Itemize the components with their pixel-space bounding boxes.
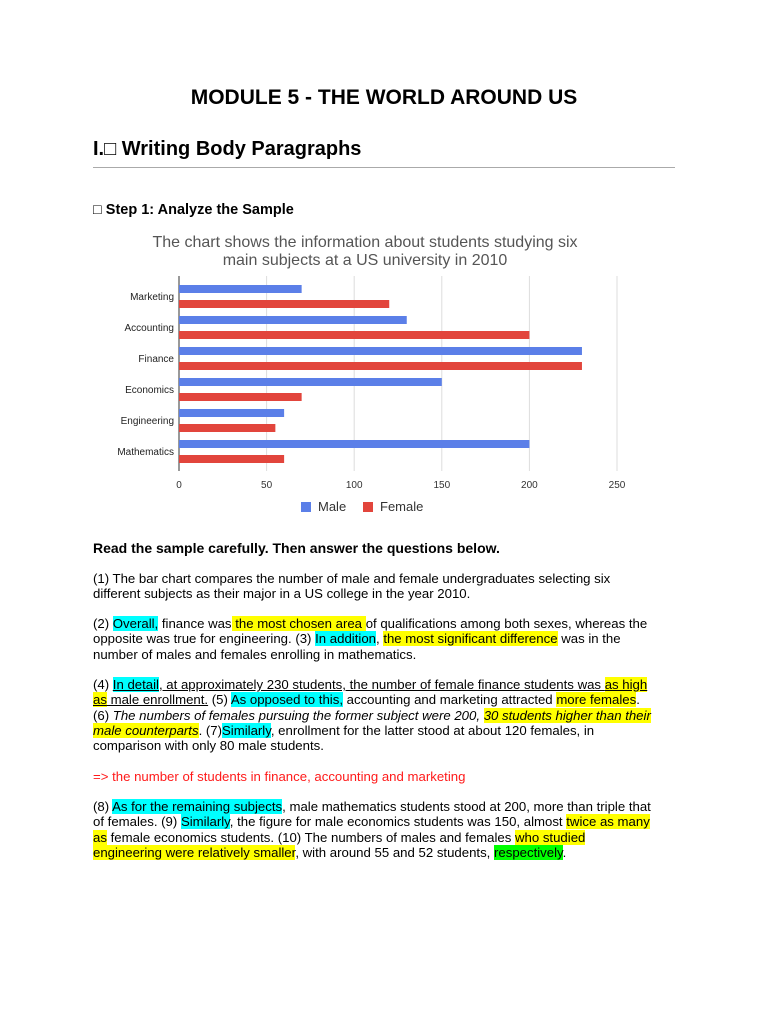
text-span: , male mathematics students stood at 200, more than triple that of females. (9): [93, 799, 651, 830]
text-span: . (6): [93, 692, 640, 723]
bar-male: [179, 440, 529, 448]
highlight: as high as: [93, 677, 648, 708]
underlined-text: male enrollment.: [106, 692, 209, 708]
page-title: MODULE 5 - THE WORLD AROUND US: [190, 86, 578, 109]
paragraph-1: (1) The bar chart compares the number of male and female undergraduates selecting six different subjects as their major in a US college in the year 2010.: [93, 571, 611, 602]
legend-label-female: Female: [380, 499, 424, 514]
bar-male: [179, 285, 302, 293]
underlined-text: , at approximately 230 students, the number of female finance students was: [158, 677, 605, 692]
note: => the number of students in finance, accounting and marketing: [93, 769, 466, 784]
highlight: more females: [556, 692, 637, 708]
x-tick-label: 50: [261, 480, 273, 491]
paragraph-2: [93, 616, 653, 662]
highlight: respectively: [494, 844, 563, 860]
text-span: (2): [93, 616, 113, 631]
text-span: .: [562, 844, 567, 860]
divider: [93, 167, 675, 168]
highlight: Overall,: [112, 616, 159, 631]
bar-female: [179, 362, 582, 370]
legend-label-male: Male: [318, 499, 347, 514]
highlight: the most significant difference: [383, 631, 558, 647]
text-span: was in the number of males and females enrolling in mathematics.: [93, 631, 621, 662]
x-tick-label: 150: [433, 480, 451, 491]
paragraph-4: [93, 799, 653, 860]
text-span: finance was: [158, 616, 232, 631]
highlight: 30 students higher than their male counterparts: [93, 707, 651, 738]
highlight: Similarly: [222, 722, 271, 738]
text-span: , enrollment for the latter stood at about 120 females, in comparison with only 80 male students.: [93, 722, 595, 754]
bar-female: [179, 455, 284, 463]
bar-female: [179, 393, 302, 401]
section-heading: I.□ Writing Body Paragraphs: [93, 138, 362, 160]
x-tick-label: 250: [608, 480, 626, 491]
text-span: , the figure for male economics students was 150, almost: [229, 814, 567, 830]
text-span: (4): [93, 677, 113, 692]
category-label: Economics: [125, 385, 174, 396]
category-label: Accounting: [124, 323, 174, 334]
instruction: Read the sample carefully. Then answer the questions below.: [93, 540, 500, 556]
bar-female: [179, 331, 529, 339]
highlight: In addition: [315, 631, 376, 647]
highlight: In detail: [112, 677, 159, 692]
highlight: the most chosen area: [231, 616, 366, 631]
text-span: (5): [208, 692, 231, 708]
category-label: Finance: [138, 354, 174, 365]
category-label: Mathematics: [117, 447, 174, 458]
text-span: ,: [375, 631, 384, 647]
text-span: (8): [93, 799, 113, 814]
category-label: Marketing: [130, 292, 174, 303]
step-heading: □ Step 1: Analyze the Sample: [93, 202, 294, 218]
text-span: female economics students. (10) The numbers of males and females: [106, 829, 515, 845]
highlight: As for the remaining subjects: [112, 799, 283, 814]
chart-title-line-2: main subjects at a US university in 2010: [222, 252, 508, 269]
bar-male: [179, 347, 582, 355]
chart-title-line-1: The chart shows the information about students studying six: [152, 234, 578, 251]
paragraph-3: [93, 677, 653, 753]
bar-male: [179, 316, 407, 324]
bar-chart: [100, 226, 640, 526]
highlight: twice as many as: [93, 814, 650, 845]
highlight: Similarly: [180, 814, 230, 830]
bar-male: [179, 409, 284, 417]
bar-female: [179, 424, 275, 432]
category-label: Engineering: [120, 416, 174, 427]
text-span: , with around 55 and 52 students,: [295, 844, 494, 860]
text-span: accounting and marketing attracted: [342, 692, 557, 708]
text-span: of qualifications among both sexes, whereas the opposite was true for engineering. (3): [93, 616, 648, 647]
bar-male: [179, 378, 442, 386]
x-tick-label: 200: [521, 480, 538, 491]
italic-text: The numbers of females pursuing the former subject were 200,: [112, 707, 484, 723]
highlight: As opposed to this,: [230, 692, 343, 708]
x-tick-label: 0: [176, 480, 182, 491]
highlight: who studied engineering were relatively smaller: [93, 829, 586, 860]
legend-swatch-male: [301, 502, 311, 512]
x-tick-label: 100: [345, 480, 363, 491]
bar-female: [179, 300, 389, 308]
legend-swatch-female: [363, 502, 373, 512]
text-span: . (7): [198, 722, 223, 738]
